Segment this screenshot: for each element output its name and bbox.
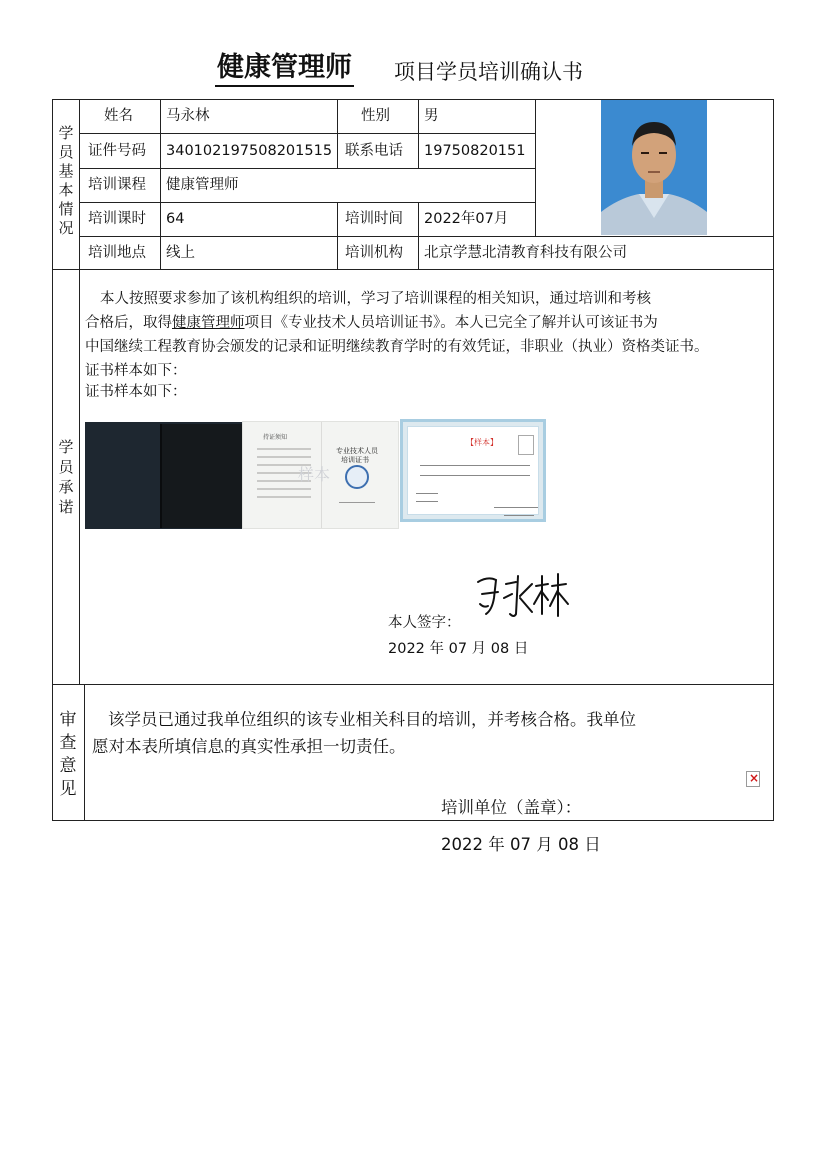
review-line-1: 该学员已通过我单位组织的该专业相关科目的培训，并考核合格。我单位 [108,710,636,729]
organization-label: 培训机构 [345,245,403,261]
review-line-2: 愿对本表所填信息的真实性承担一切责任。 [92,737,406,756]
id-value: 340102197508201515 [166,143,333,159]
form-title-subtitle: 项目学员培训确认书 [394,60,583,84]
commitment-line-1: 本人按照要求参加了该机构组织的培训，学习了培训课程的相关知识，通过培训和考核 [100,291,651,307]
review-date: 2022 年 07 月 08 日 [441,835,601,854]
name-label: 姓名 [104,108,133,124]
gender-label: 性别 [361,108,390,124]
hours-label: 培训课时 [88,211,146,227]
phone-value: 19750820151 [424,143,526,159]
sample-caption-duplicate: 证书样本如下： [85,384,187,400]
certificate-sample-page-image: 【样本】 [400,419,546,522]
broken-image-icon: × [746,771,760,787]
commitment-line-2: 合格后，取得健康管理师项目《专业技术人员培训证书》。本人已完全了解并认可该证书为 [85,315,658,331]
training-time-label: 培训时间 [345,211,403,227]
course-label: 培训课程 [88,177,146,193]
handwritten-signature [472,568,572,624]
certificate-cover-image [85,422,242,529]
location-value: 线上 [166,245,195,261]
certificate-inner-image: 持证须知 样本 专业技术人员 培训证书 [242,421,399,529]
student-photo [601,100,707,235]
location-label: 培训地点 [88,245,146,261]
course-value: 健康管理师 [166,177,239,193]
id-label: 证件号码 [88,143,146,159]
sample-caption: 证书样本如下： [85,363,187,379]
name-value: 马永林 [166,108,210,124]
gender-value: 男 [424,108,439,124]
training-unit-seal-label: 培训单位（盖章）： [441,798,582,817]
hours-value: 64 [166,211,185,227]
phone-label: 联系电话 [345,143,403,159]
commitment-course-name: 健康管理师 [172,315,245,331]
signature-label: 本人签字： [388,615,461,631]
organization-value: 北京学慧北清教育科技有限公司 [424,245,627,261]
commitment-line-3: 中国继续工程教育协会颁发的记录和证明继续教育学时的有效凭证，非职业（执业）资格类证书。 [85,339,709,355]
commitment-sign-date: 2022 年 07 月 08 日 [388,641,529,657]
training-time-value: 2022年07月 [424,211,509,227]
form-title-course: 健康管理师 [215,52,354,87]
